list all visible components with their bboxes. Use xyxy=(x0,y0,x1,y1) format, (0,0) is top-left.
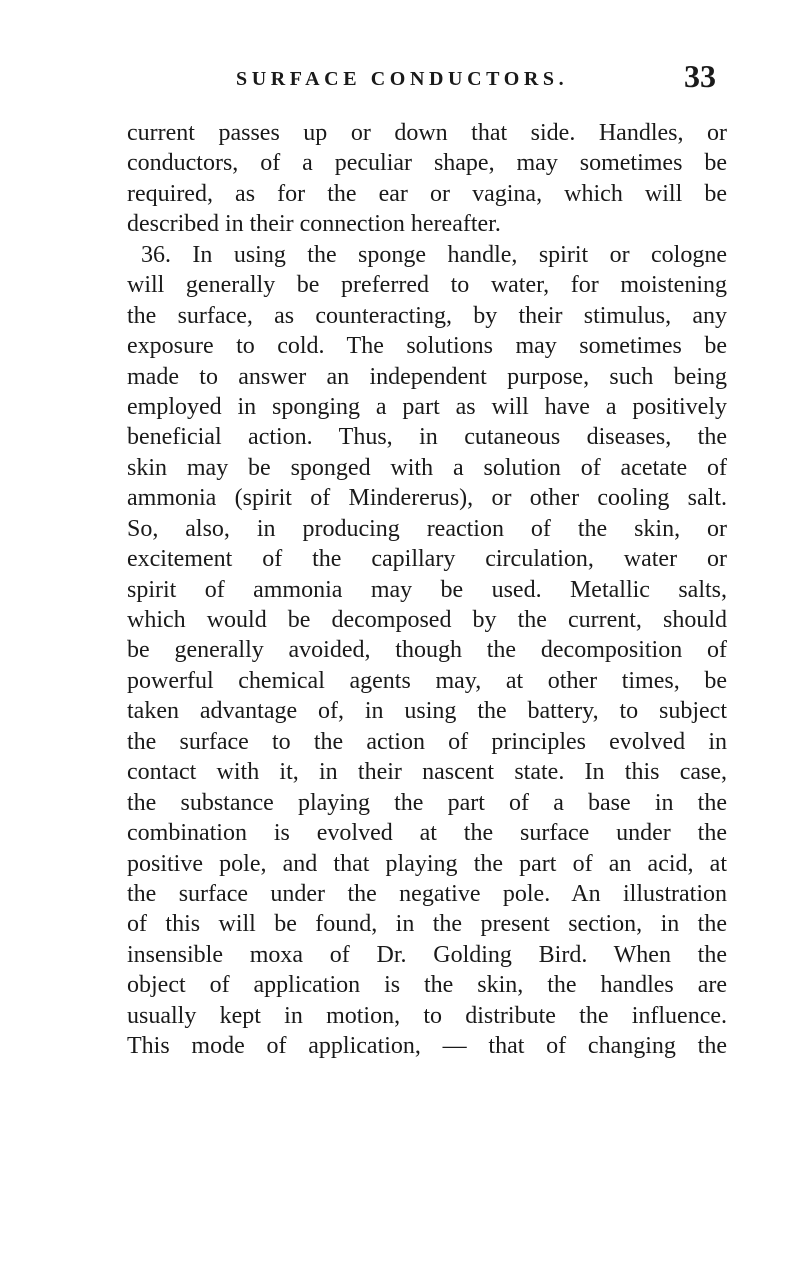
text-line: described in their connection hereafter. xyxy=(127,211,501,238)
body-text xyxy=(127,118,727,1062)
text-line: beneficial action. Thus, in cutaneous diseases, the xyxy=(127,424,727,451)
running-head: SURFACE CONDUCTORS. xyxy=(236,68,569,90)
text-line: will generally be preferred to water, for moistening xyxy=(127,272,727,299)
text-line: conductors, of a peculiar shape, may sometimes be xyxy=(127,150,727,177)
text-line: ammonia (spirit of Mindererus), or other cooling salt. xyxy=(127,485,727,512)
text-line: current passes up or down that side. Handles, or xyxy=(127,120,727,146)
paragraph-start-line: 36. In using the sponge handle, spirit or cologne xyxy=(141,241,727,268)
text-line: which would be decomposed by the current, should xyxy=(127,607,727,633)
text-line: the substance playing the part of a base in the xyxy=(127,789,727,816)
text-line: taken advantage of, in using the battery, to subject xyxy=(127,698,727,725)
text-line: positive pole, and that playing the part of an acid, at xyxy=(127,850,727,877)
text-line: powerful chemical agents may, at other times, be xyxy=(127,667,727,694)
text-line: required, as for the ear or vagina, which will be xyxy=(127,180,727,207)
page-number: 33 xyxy=(684,58,716,94)
text-line: contact with it, in their nascent state. In this case, xyxy=(127,759,727,786)
text-line: employed in sponging a part as will have a positively xyxy=(127,393,727,420)
page-header xyxy=(236,58,716,98)
text-line: the surface under the negative pole. An illustration xyxy=(127,880,727,907)
text-line: be generally avoided, though the decomposition of xyxy=(127,637,727,664)
text-line: excitement of the capillary circulation, water or xyxy=(127,546,727,573)
text-line: skin may be sponged with a solution of acetate of xyxy=(127,454,727,481)
text-line: object of application is the skin, the handles are xyxy=(127,972,727,999)
text-line: usually kept in motion, to distribute the influence. xyxy=(127,1002,727,1029)
text-line: the surface, as counteracting, by their stimulus, any xyxy=(127,302,727,329)
text-line: combination is evolved at the surface under the xyxy=(127,820,727,847)
text-line: So, also, in producing reaction of the skin, or xyxy=(127,515,727,542)
text-line: exposure to cold. The solutions may sometimes be xyxy=(127,333,727,360)
text-line: This mode of application, — that of changing the xyxy=(127,1033,727,1060)
text-line: spirit of ammonia may be used. Metallic salts, xyxy=(127,576,727,603)
text-line: of this will be found, in the present section, in the xyxy=(127,911,727,938)
text-line: insensible moxa of Dr. Golding Bird. When the xyxy=(127,941,727,968)
text-line: the surface to the action of principles evolved in xyxy=(127,728,727,755)
text-line: made to answer an independent purpose, such being xyxy=(127,363,727,390)
